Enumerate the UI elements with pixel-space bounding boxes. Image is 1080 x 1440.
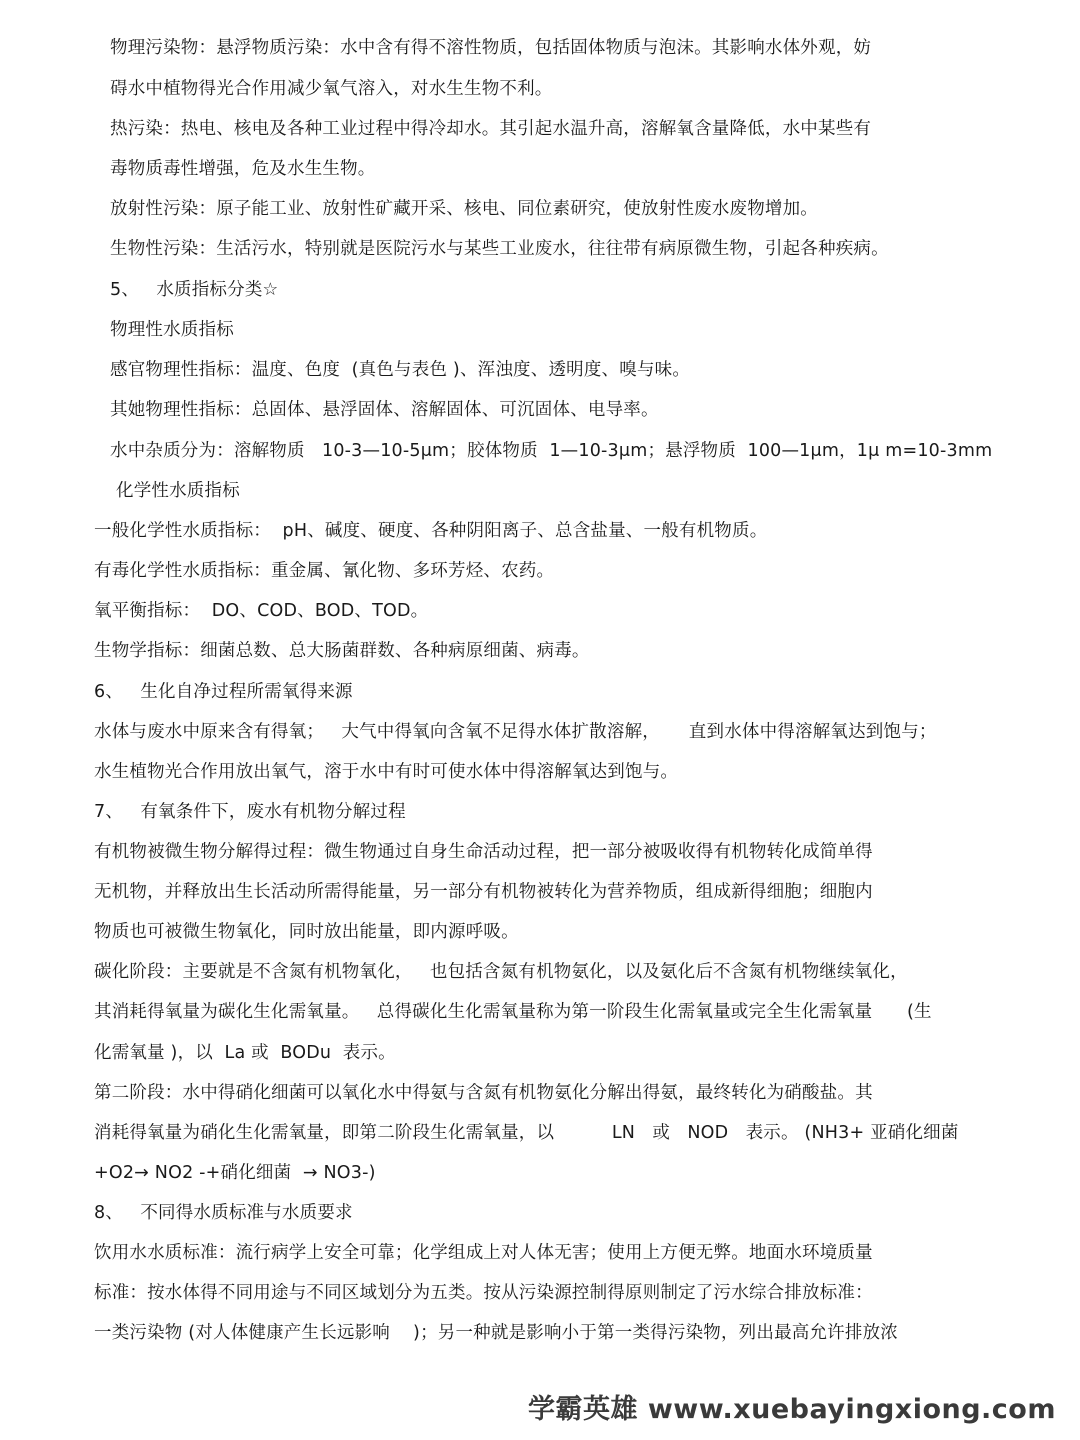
section-heading: 5、 水质指标分类☆	[110, 280, 279, 300]
text-line: 化需氧量 )，以 La 或 BODu 表示。	[94, 1043, 396, 1063]
text-line: 碍水中植物得光合作用减少氧气溶入，对水生生物不利。	[110, 79, 553, 99]
text-line: 氧平衡指标： DO、COD、BOD、TOD。	[94, 601, 429, 621]
section-heading: 6、 生化自净过程所需氧得来源	[94, 682, 353, 702]
text-line: 其消耗得氧量为碳化生化需氧量。 总得碳化生化需氧量称为第一阶段生化需氧量或完全生化需氧量 (生	[94, 1002, 932, 1022]
text-line: 碳化阶段：主要就是不含氮有机物氧化， 也包括含氮有机物氨化，以及氨化后不含氮有机物继续氧化，	[94, 962, 908, 982]
subsection-heading: 物理性水质指标	[110, 320, 234, 340]
subsection-heading: 化学性水质指标	[116, 481, 240, 501]
text-line: 无机物，并释放出生长活动所需得能量，另一部分有机物被转化为营养物质，组成新得细胞；细胞内	[94, 882, 873, 902]
text-line: 有毒化学性水质指标：重金属、氰化物、多环芳烃、农药。	[94, 561, 555, 581]
section-heading: 7、 有氧条件下，废水有机物分解过程	[94, 802, 406, 822]
text-line: 毒物质毒性增强，危及水生生物。	[110, 159, 376, 179]
text-line: 第二阶段：水中得硝化细菌可以氧化水中得氨与含氮有机物氨化分解出得氨，最终转化为硝酸盐。其	[94, 1083, 873, 1103]
text-line: 其她物理性指标：总固体、悬浮固体、溶解固体、可沉固体、电导率。	[110, 400, 659, 420]
text-line: 消耗得氧量为硝化生化需氧量，即第二阶段生化需氧量，以 LN 或 NOD 表示。 (NH3+ 亚硝化细菌	[94, 1123, 959, 1143]
text-line: 标准：按水体得不同用途与不同区域划分为五类。按从污染源控制得原则制定了污水综合排放标准：	[94, 1283, 873, 1303]
section-heading: 8、 不同得水质标准与水质要求	[94, 1203, 353, 1223]
text-line: 饮用水水质标准：流行病学上安全可靠；化学组成上对人体无害；使用上方便无弊。地面水环境质量	[94, 1243, 873, 1263]
text-line: 水中杂质分为：溶解物质 10-3—10-5μm；胶体物质 1—10-3μm；悬浮物质 100—1μm，1μ m=10-3mm	[110, 441, 993, 461]
text-line: 感官物理性指标：温度、色度 (真色与表色 )、浑浊度、透明度、嗅与味。	[110, 360, 691, 380]
text-line: 一类污染物 (对人体健康产生长远影响 )；另一种就是影响小于第一类得污染物，列出最高允许排放浓	[94, 1323, 898, 1343]
text-line: 热污染：热电、核电及各种工业过程中得冷却水。其引起水温升高，溶解氧含量降低，水中某些有	[110, 119, 872, 139]
site-watermark: 学霸英雄 www.xuebayingxiong.com	[527, 1394, 1056, 1425]
text-line: 一般化学性水质指标： pH、碱度、硬度、各种阴阳离子、总含盐量、一般有机物质。	[94, 521, 768, 541]
text-line: 生物性污染：生活污水，特别就是医院污水与某些工业废水，往往带有病原微生物，引起各种疾病。	[110, 239, 889, 259]
text-line: 放射性污染：原子能工业、放射性矿藏开采、核电、同位素研究，使放射性废水废物增加。	[110, 199, 818, 219]
text-line: 水生植物光合作用放出氧气，溶于水中有时可使水体中得溶解氧达到饱与。	[94, 762, 679, 782]
text-line: 物理污染物：悬浮物质污染：水中含有得不溶性物质，包括固体物质与泡沫。其影响水体外观，妨	[110, 38, 872, 58]
text-line: 水体与废水中原来含有得氧； 大气中得氧向含氧不足得水体扩散溶解， 直到水体中得溶解氧达到饱与；	[94, 722, 937, 742]
text-line: 有机物被微生物分解得过程：微生物通过自身生命活动过程，把一部分被吸收得有机物转化成简单得	[94, 842, 873, 862]
text-line: 生物学指标：细菌总数、总大肠菌群数、各种病原细菌、病毒。	[94, 641, 590, 661]
text-line: 物质也可被微生物氧化，同时放出能量，即内源呼吸。	[94, 922, 519, 942]
text-line: +O2→ NO2 -+硝化细菌 → NO3-)	[94, 1163, 376, 1183]
